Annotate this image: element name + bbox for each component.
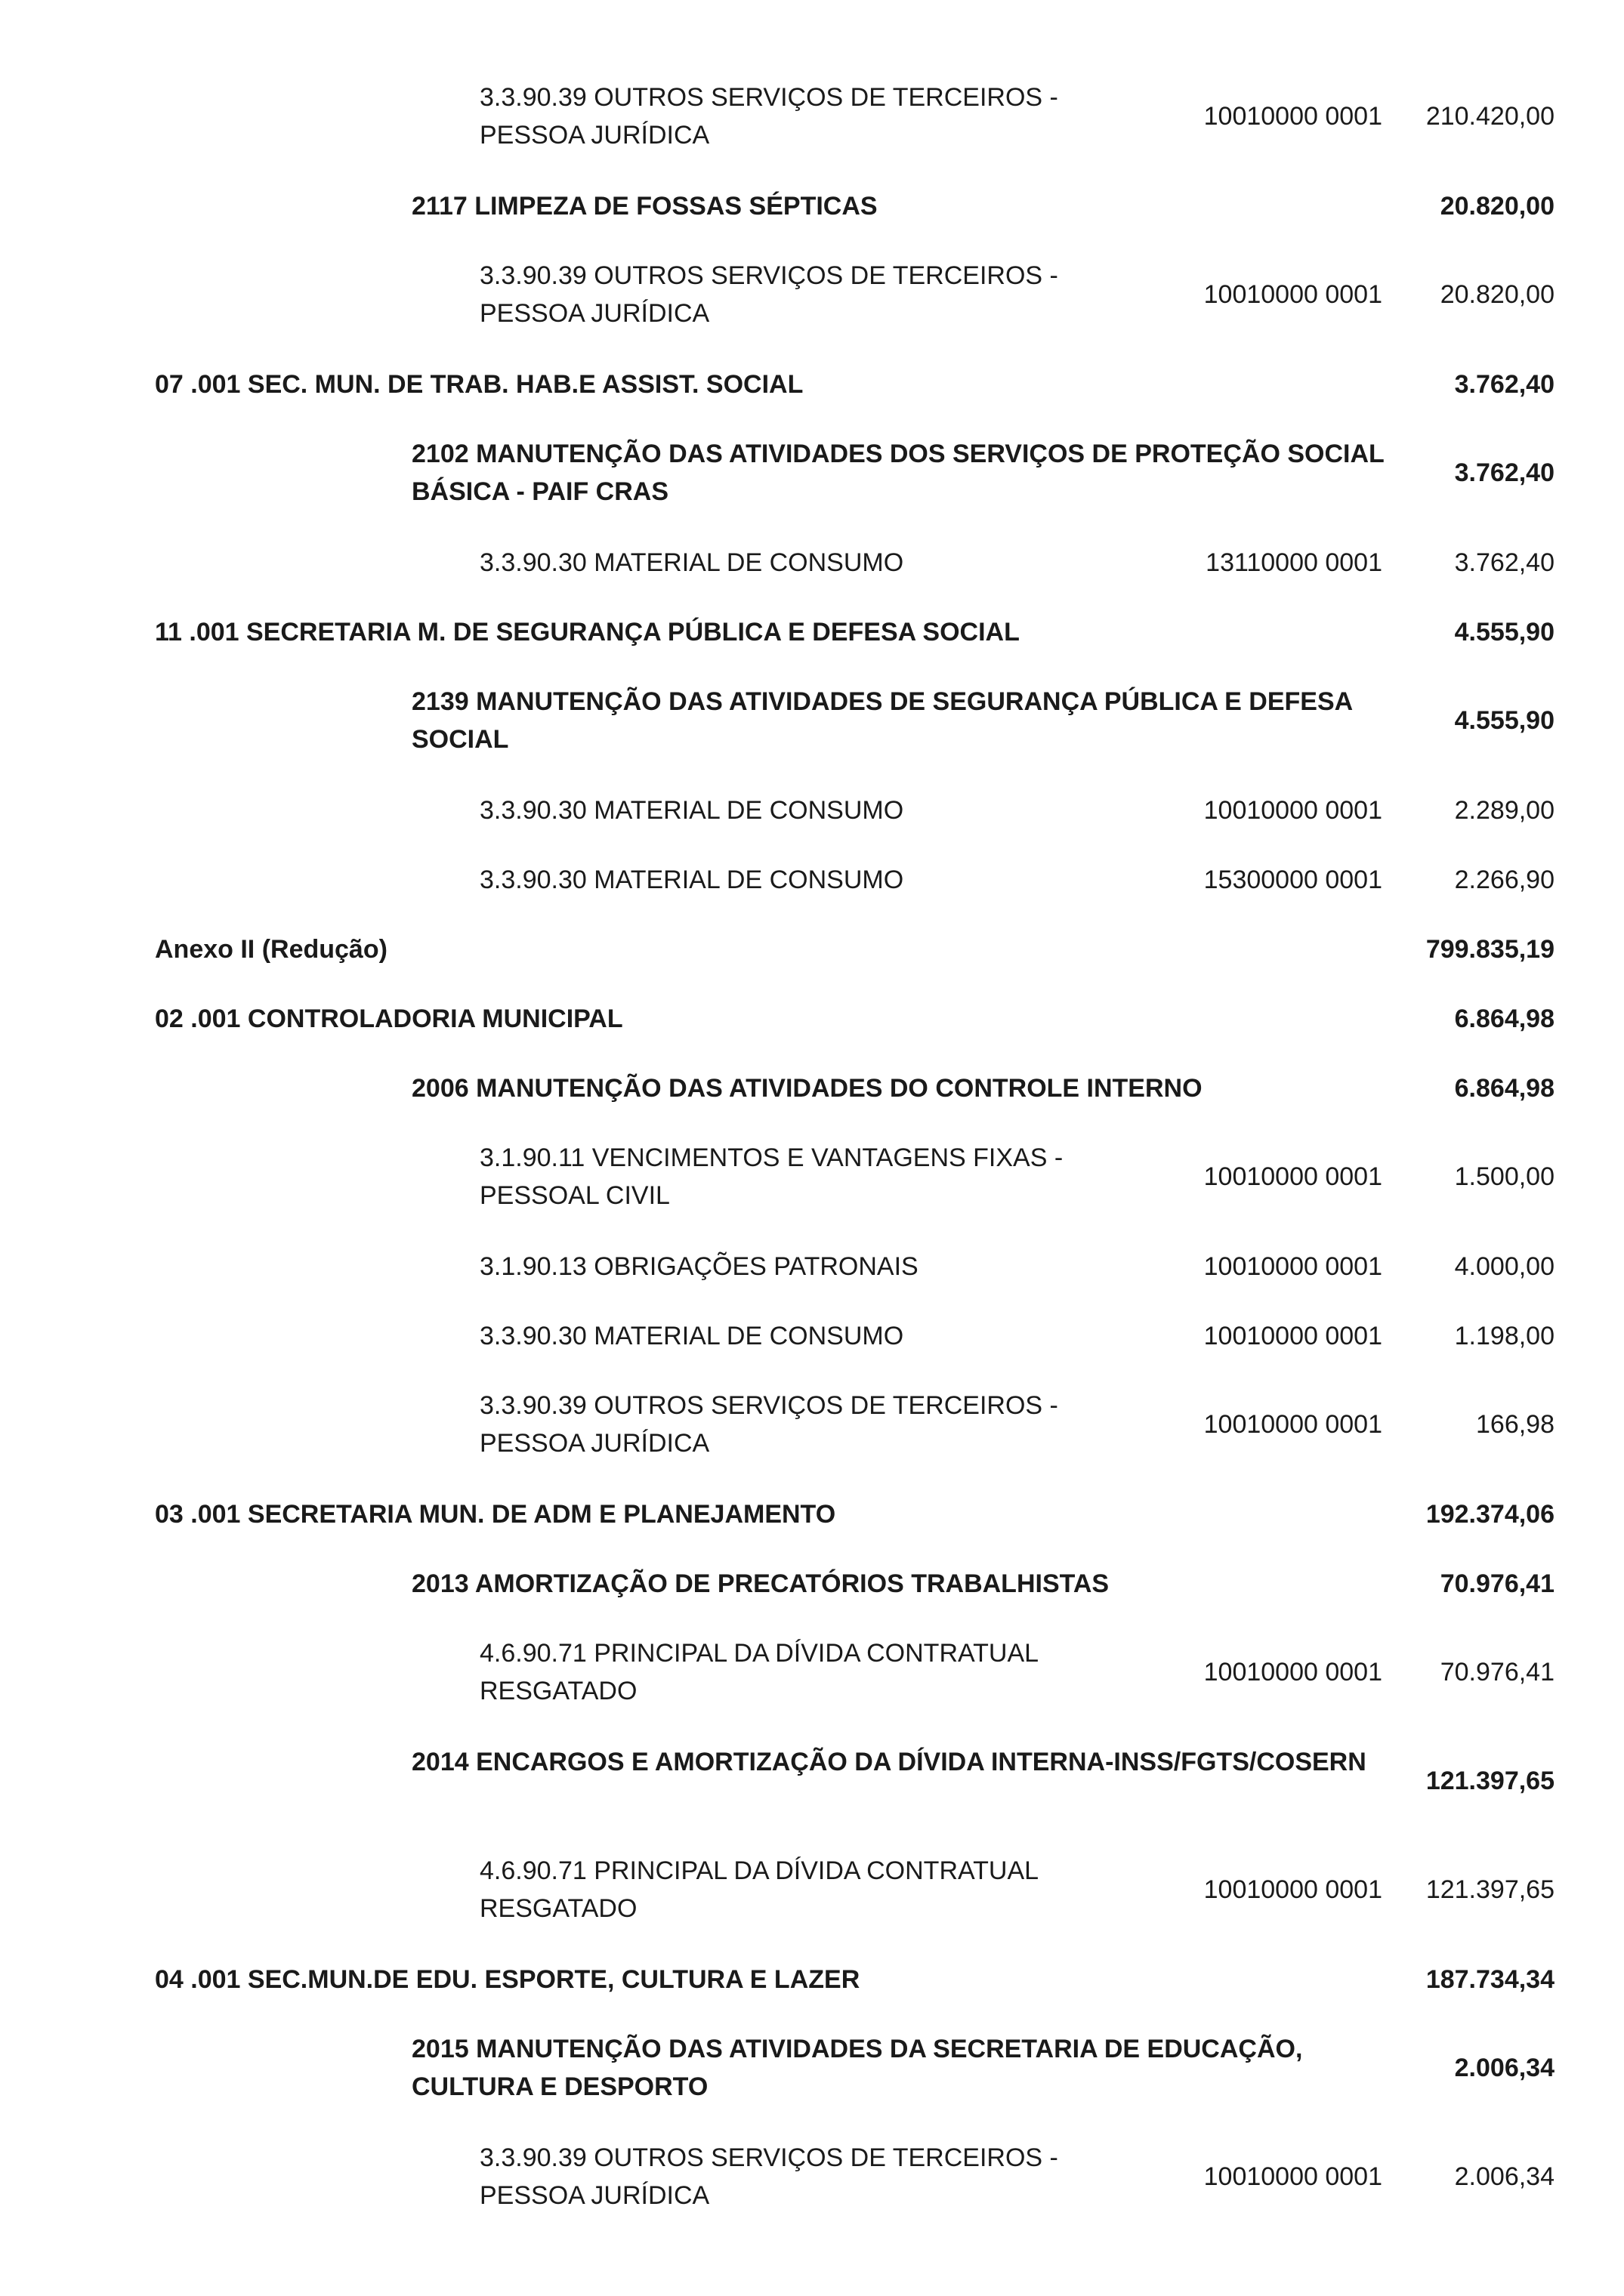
- row-value: 3.762,40: [1454, 458, 1555, 487]
- row-value: 192.374,06: [1425, 1500, 1555, 1529]
- row-source-code: 10010000 0001: [1203, 280, 1382, 309]
- expense-row: [0, 1852, 1624, 1927]
- expense-row: [0, 792, 1624, 829]
- row-source-code: 10010000 0001: [1203, 796, 1382, 825]
- expense-row: [0, 1317, 1624, 1355]
- row-value: 20.820,00: [1440, 192, 1555, 221]
- row-value: 4.555,90: [1454, 618, 1555, 647]
- row-source-code: 10010000 0001: [1203, 1252, 1382, 1281]
- row-description: 3.3.90.30 MATERIAL DE CONSUMO: [480, 548, 904, 577]
- action-row: [0, 1743, 1624, 1819]
- row-value: 4.555,90: [1454, 706, 1555, 735]
- row-value: 4.000,00: [1454, 1252, 1555, 1281]
- organ-row: [0, 1495, 1624, 1533]
- row-description: 2006 MANUTENÇÃO DAS ATIVIDADES DO CONTROLE INTERNO: [412, 1074, 1203, 1103]
- row-description: Anexo II (Redução): [155, 935, 387, 964]
- row-description: 2013 AMORTIZAÇÃO DE PRECATÓRIOS TRABALHISTAS: [412, 1569, 1110, 1598]
- row-value: 166,98: [1476, 1410, 1555, 1439]
- row-description: 2117 LIMPEZA DE FOSSAS SÉPTICAS: [412, 192, 878, 221]
- row-value: 20.820,00: [1440, 280, 1555, 309]
- row-description: 11 .001 SECRETARIA M. DE SEGURANÇA PÚBLICA E DEFESA SOCIAL: [155, 618, 1020, 647]
- row-description: 3.3.90.39 OUTROS SERVIÇOS DE TERCEIROS - PESSOA JURÍDICA: [480, 1391, 1058, 1458]
- action-row: [0, 2030, 1624, 2106]
- row-source-code: 10010000 0001: [1203, 2162, 1382, 2191]
- row-description: 2102 MANUTENÇÃO DAS ATIVIDADES DOS SERVIÇOS DE PROTEÇÃO SOCIAL BÁSICA - PAIF CRAS: [412, 440, 1385, 506]
- expense-row: [0, 861, 1624, 899]
- row-description: 3.3.90.30 MATERIAL DE CONSUMO: [480, 866, 904, 894]
- row-value: 2.006,34: [1454, 2162, 1555, 2191]
- row-value: 1.198,00: [1454, 1322, 1555, 1350]
- action-row: [0, 435, 1624, 511]
- expense-row: [0, 257, 1624, 332]
- row-description: 3.3.90.39 OUTROS SERVIÇOS DE TERCEIROS - PESSOA JURÍDICA: [480, 83, 1058, 150]
- row-description: 2139 MANUTENÇÃO DAS ATIVIDADES DE SEGURANÇA PÚBLICA E DEFESA SOCIAL: [412, 687, 1352, 754]
- row-value: 2.289,00: [1454, 796, 1555, 825]
- row-value: 2.266,90: [1454, 866, 1555, 894]
- row-value: 799.835,19: [1425, 935, 1555, 964]
- expense-row: [0, 1139, 1624, 1214]
- row-description: 3.1.90.13 OBRIGAÇÕES PATRONAIS: [480, 1252, 919, 1281]
- organ-row: [0, 366, 1624, 403]
- row-value: 1.500,00: [1454, 1162, 1555, 1191]
- row-value: 70.976,41: [1440, 1658, 1555, 1687]
- row-source-code: 10010000 0001: [1203, 102, 1382, 131]
- expense-row: [0, 544, 1624, 582]
- row-description: 2014 ENCARGOS E AMORTIZAÇÃO DA DÍVIDA INTERNA-INSS/FGTS/COSERN: [412, 1748, 1366, 1776]
- row-value: 121.397,65: [1425, 1875, 1555, 1904]
- row-source-code: 10010000 0001: [1203, 1162, 1382, 1191]
- organ-row: [0, 1000, 1624, 1038]
- row-description: 3.3.90.39 OUTROS SERVIÇOS DE TERCEIROS - PESSOA JURÍDICA: [480, 2143, 1058, 2210]
- row-description: 04 .001 SEC.MUN.DE EDU. ESPORTE, CULTURA E LAZER: [155, 1965, 860, 1994]
- row-description: 4.6.90.71 PRINCIPAL DA DÍVIDA CONTRATUAL RESGATADO: [480, 1639, 1038, 1705]
- row-value: 2.006,34: [1454, 2054, 1555, 2082]
- organ-row: [0, 613, 1624, 651]
- row-description: 3.3.90.30 MATERIAL DE CONSUMO: [480, 796, 904, 825]
- row-value: 6.864,98: [1454, 1004, 1555, 1033]
- row-source-code: 10010000 0001: [1203, 1410, 1382, 1439]
- row-value: 210.420,00: [1425, 102, 1555, 131]
- row-description: 3.1.90.11 VENCIMENTOS E VANTAGENS FIXAS - PESSOAL CIVIL: [480, 1143, 1064, 1210]
- row-value: 121.397,65: [1425, 1767, 1555, 1795]
- action-row: [0, 1565, 1624, 1603]
- row-value: 70.976,41: [1440, 1569, 1555, 1598]
- action-row: [0, 683, 1624, 758]
- row-description: 07 .001 SEC. MUN. DE TRAB. HAB.E ASSIST. SOCIAL: [155, 370, 804, 399]
- organ-row: [0, 930, 1624, 968]
- expense-row: [0, 79, 1624, 154]
- row-value: 3.762,40: [1454, 548, 1555, 577]
- expense-row: [0, 1634, 1624, 1710]
- row-description: 4.6.90.71 PRINCIPAL DA DÍVIDA CONTRATUAL RESGATADO: [480, 1856, 1038, 1923]
- expense-row: [0, 1387, 1624, 1462]
- row-description: 3.3.90.30 MATERIAL DE CONSUMO: [480, 1322, 904, 1350]
- row-value: 3.762,40: [1454, 370, 1555, 399]
- action-row: [0, 1069, 1624, 1107]
- action-row: [0, 187, 1624, 225]
- row-description: 03 .001 SECRETARIA MUN. DE ADM E PLANEJAMENTO: [155, 1500, 836, 1529]
- expense-row: [0, 2139, 1624, 2214]
- row-description: 2015 MANUTENÇÃO DAS ATIVIDADES DA SECRETARIA DE EDUCAÇÃO, CULTURA E DESPORTO: [412, 2035, 1303, 2101]
- row-source-code: 10010000 0001: [1203, 1658, 1382, 1687]
- row-source-code: 15300000 0001: [1203, 866, 1382, 894]
- row-source-code: 10010000 0001: [1203, 1875, 1382, 1904]
- expense-row: [0, 1248, 1624, 1285]
- row-source-code: 10010000 0001: [1203, 1322, 1382, 1350]
- row-source-code: 13110000 0001: [1206, 548, 1382, 577]
- row-value: 187.734,34: [1425, 1965, 1555, 1994]
- row-description: 3.3.90.39 OUTROS SERVIÇOS DE TERCEIROS - PESSOA JURÍDICA: [480, 261, 1058, 328]
- row-value: 6.864,98: [1454, 1074, 1555, 1103]
- organ-row: [0, 1961, 1624, 1998]
- row-description: 02 .001 CONTROLADORIA MUNICIPAL: [155, 1004, 623, 1033]
